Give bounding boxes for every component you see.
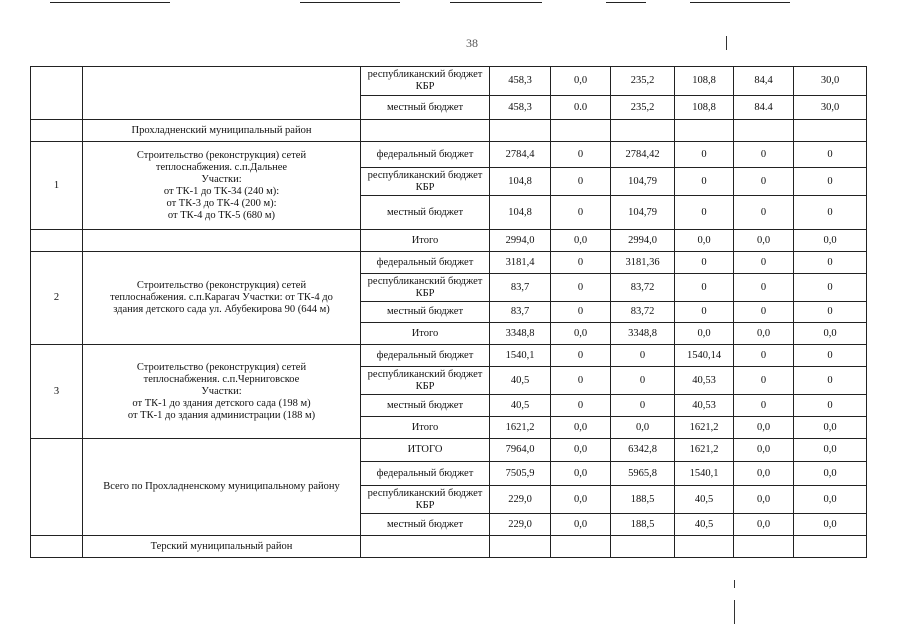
value-cell: 40,5 xyxy=(490,367,551,395)
value-cell: 3348,8 xyxy=(490,323,551,345)
value-cell: 104,8 xyxy=(490,168,551,196)
value-cell: 3181,36 xyxy=(611,252,675,274)
value-cell: 0,0 xyxy=(551,462,611,486)
value-cell: 0,0 xyxy=(794,462,867,486)
value-cell: 0,0 xyxy=(794,323,867,345)
value-cell: 2784,42 xyxy=(611,142,675,168)
page-number: 38 xyxy=(466,36,478,50)
project-description: Строительство (реконструкция) сетей теплоснабжения. с.п.Карагач Участки: от ТК-4 до здания детского сада ул. Абубекирова 90 (644 м) xyxy=(83,252,361,345)
value-cell: 30,0 xyxy=(794,96,867,120)
value-cell: 108,8 xyxy=(675,67,734,96)
value-cell: 0,0 xyxy=(734,417,794,439)
value-cell: 1621,2 xyxy=(675,417,734,439)
value-cell: 0 xyxy=(551,395,611,417)
source-cell: федеральный бюджет xyxy=(361,142,490,168)
district-header-row xyxy=(31,536,867,558)
value-cell: 0 xyxy=(794,302,867,323)
value-cell: 0,0 xyxy=(551,67,611,96)
value-cell: 0,0 xyxy=(551,323,611,345)
value-cell: 0 xyxy=(794,142,867,168)
number-cell xyxy=(31,536,83,558)
value-cell: 0 xyxy=(551,252,611,274)
value-cell: 0.0 xyxy=(551,96,611,120)
value-cell: 0 xyxy=(675,274,734,302)
source-cell: местный бюджет xyxy=(361,196,490,230)
value-cell: 0 xyxy=(794,345,867,367)
value-cell: 0,0 xyxy=(551,417,611,439)
value-cell: 0 xyxy=(794,367,867,395)
budget-table xyxy=(30,66,867,558)
total-row xyxy=(31,230,867,252)
top-rule-5 xyxy=(690,2,790,3)
value-cell: 0,0 xyxy=(675,230,734,252)
value-cell: 235,2 xyxy=(611,67,675,96)
source-cell: республиканский бюджет КБР xyxy=(361,274,490,302)
project-description: Строительство (реконструкция) сетей теплоснабжения. с.п.Дальнее Участки: от ТК-1 до ТК-34 (240 м): от ТК-3 до ТК-4 (200 м): от ТК-4 до ТК-5 (680 м) xyxy=(83,142,361,230)
value-cell: 0 xyxy=(675,302,734,323)
value-cell: 83,7 xyxy=(490,274,551,302)
district-total-description: Всего по Прохладненскому муниципальному району xyxy=(83,439,361,536)
value-cell: 1540,1 xyxy=(490,345,551,367)
source-cell: республиканский бюджет КБР xyxy=(361,168,490,196)
value-cell: 235,2 xyxy=(611,96,675,120)
table-row xyxy=(31,142,867,168)
value-cell: 0,0 xyxy=(794,417,867,439)
margin-mark xyxy=(726,36,727,50)
value-cell: 229,0 xyxy=(490,486,551,514)
value-cell: 0 xyxy=(675,196,734,230)
top-rule-3 xyxy=(450,2,542,3)
value-cell: 83,7 xyxy=(490,302,551,323)
source-cell: местный бюджет xyxy=(361,395,490,417)
value-cell: 0 xyxy=(551,367,611,395)
value-cell: 40,5 xyxy=(675,486,734,514)
number-cell xyxy=(31,67,83,120)
value-cell: 0 xyxy=(551,302,611,323)
value-cell: 0,0 xyxy=(551,486,611,514)
value-cell: 0 xyxy=(794,252,867,274)
value-cell: 0 xyxy=(551,142,611,168)
value-cell: 104,79 xyxy=(611,196,675,230)
top-rule-4 xyxy=(606,2,646,3)
value-cell: 229,0 xyxy=(490,514,551,536)
value-cell: 0 xyxy=(675,142,734,168)
value-cell: 0,0 xyxy=(675,323,734,345)
value-cell: 0,0 xyxy=(611,417,675,439)
value-cell: 0 xyxy=(734,395,794,417)
value-cell: 0 xyxy=(794,395,867,417)
project-number: 1 xyxy=(31,142,83,230)
value-cell: 7505,9 xyxy=(490,462,551,486)
source-cell: Итого xyxy=(361,323,490,345)
source-cell: местный бюджет xyxy=(361,302,490,323)
source-cell: ИТОГО xyxy=(361,439,490,462)
district-header-row xyxy=(31,120,867,142)
value-cell: 1540,14 xyxy=(675,345,734,367)
value-cell: 5965,8 xyxy=(611,462,675,486)
value-cell: 0 xyxy=(734,345,794,367)
value-cell: 108,8 xyxy=(675,96,734,120)
value-cell: 1621,2 xyxy=(675,439,734,462)
value-cell: 30,0 xyxy=(794,67,867,96)
top-rule-1 xyxy=(50,2,170,3)
source-cell: местный бюджет xyxy=(361,96,490,120)
table-row xyxy=(31,252,867,274)
value-cell: 188,5 xyxy=(611,514,675,536)
value-cell: 0 xyxy=(794,196,867,230)
value-cell: 0,0 xyxy=(734,323,794,345)
source-cell: Итого xyxy=(361,230,490,252)
value-cell: 0 xyxy=(675,168,734,196)
source-cell: федеральный бюджет xyxy=(361,345,490,367)
value-cell: 2994,0 xyxy=(490,230,551,252)
value-cell: 6342,8 xyxy=(611,439,675,462)
value-cell: 2784,4 xyxy=(490,142,551,168)
source-cell: республиканский бюджет КБР xyxy=(361,486,490,514)
value-cell: 7964,0 xyxy=(490,439,551,462)
source-cell: местный бюджет xyxy=(361,514,490,536)
margin-mark xyxy=(734,580,735,588)
value-cell: 0,0 xyxy=(794,230,867,252)
value-cell: 40,53 xyxy=(675,367,734,395)
value-cell: 104,79 xyxy=(611,168,675,196)
value-cell: 458,3 xyxy=(490,96,551,120)
value-cell: 0,0 xyxy=(734,230,794,252)
value-cell: 0,0 xyxy=(551,439,611,462)
value-cell: 83,72 xyxy=(611,274,675,302)
value-cell: 0 xyxy=(551,345,611,367)
value-cell: 0,0 xyxy=(734,486,794,514)
district-name: Терский муниципальный район xyxy=(83,536,361,558)
value-cell: 40,5 xyxy=(490,395,551,417)
value-cell: 188,5 xyxy=(611,486,675,514)
number-cell xyxy=(31,120,83,142)
table-row xyxy=(31,67,867,96)
source-cell: республиканский бюджет КБР xyxy=(361,367,490,395)
value-cell: 0 xyxy=(734,168,794,196)
value-cell: 0 xyxy=(551,274,611,302)
value-cell: 0 xyxy=(734,252,794,274)
project-number: 3 xyxy=(31,345,83,439)
value-cell: 2994,0 xyxy=(611,230,675,252)
value-cell: 0 xyxy=(734,302,794,323)
value-cell: 0 xyxy=(734,274,794,302)
grand-total-row xyxy=(31,439,867,462)
value-cell: 0 xyxy=(794,274,867,302)
value-cell: 0 xyxy=(675,252,734,274)
value-cell: 0 xyxy=(611,367,675,395)
value-cell: 0 xyxy=(551,196,611,230)
value-cell: 0 xyxy=(734,142,794,168)
value-cell: 40,5 xyxy=(675,514,734,536)
value-cell: 0 xyxy=(734,367,794,395)
value-cell: 84,4 xyxy=(734,67,794,96)
value-cell: 0,0 xyxy=(734,462,794,486)
source-cell: федеральный бюджет xyxy=(361,252,490,274)
value-cell: 0 xyxy=(794,168,867,196)
value-cell: 83,72 xyxy=(611,302,675,323)
top-rule-2 xyxy=(300,2,400,3)
value-cell: 0,0 xyxy=(734,514,794,536)
value-cell: 0,0 xyxy=(734,439,794,462)
value-cell: 0 xyxy=(551,168,611,196)
value-cell: 0,0 xyxy=(551,230,611,252)
district-name: Прохладненский муниципальный район xyxy=(83,120,361,142)
value-cell: 0,0 xyxy=(794,439,867,462)
source-cell: республиканский бюджет КБР xyxy=(361,67,490,96)
source-cell: Итого xyxy=(361,417,490,439)
project-description: Строительство (реконструкция) сетей теплоснабжения. с.п.Черниговское Участки: от ТК-1 до здания детского сада (198 м) от ТК-1 до здания администрации (188 м) xyxy=(83,345,361,439)
value-cell: 104,8 xyxy=(490,196,551,230)
source-cell: федеральный бюджет xyxy=(361,462,490,486)
value-cell: 3181,4 xyxy=(490,252,551,274)
value-cell: 0 xyxy=(611,395,675,417)
value-cell: 1621,2 xyxy=(490,417,551,439)
value-cell: 1540,1 xyxy=(675,462,734,486)
value-cell: 0,0 xyxy=(551,514,611,536)
value-cell: 40,53 xyxy=(675,395,734,417)
project-number: 2 xyxy=(31,252,83,345)
value-cell: 3348,8 xyxy=(611,323,675,345)
description-cell xyxy=(83,67,361,120)
value-cell: 0 xyxy=(611,345,675,367)
table-row xyxy=(31,345,867,367)
margin-mark xyxy=(734,600,735,624)
value-cell: 0 xyxy=(734,196,794,230)
value-cell: 0,0 xyxy=(794,486,867,514)
number-cell xyxy=(31,439,83,536)
value-cell: 458,3 xyxy=(490,67,551,96)
value-cell: 0,0 xyxy=(794,514,867,536)
value-cell: 84.4 xyxy=(734,96,794,120)
